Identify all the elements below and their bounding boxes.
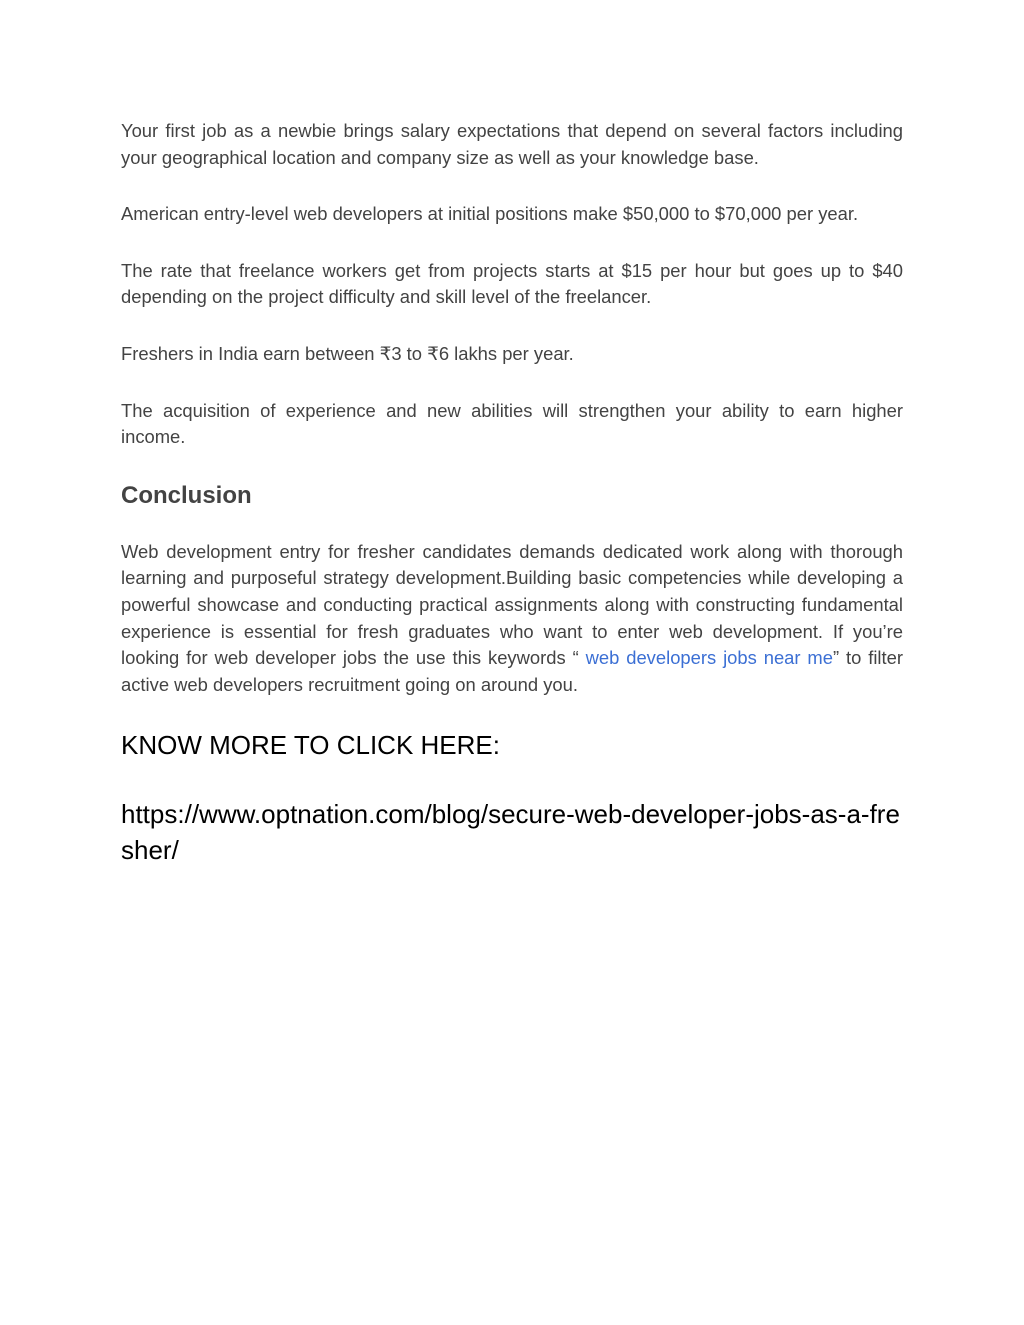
document-page xyxy=(121,118,903,868)
paragraph-salary-factors: Your first job as a newbie brings salary expectations that depend on several factors including your geographical location and company size as well as your knowledge base. xyxy=(121,120,903,168)
paragraph-freelance-rate: The rate that freelance workers get from projects starts at $15 per hour but goes up to $40 depending on the project difficulty and skill level of the freelancer. xyxy=(121,259,903,308)
paragraph-us-salary: American entry-level web developers at initial positions make $50,000 to $70,000 per year. xyxy=(121,203,859,225)
know-more-cta: KNOW MORE TO CLICK HERE: xyxy=(121,730,500,761)
paragraph-india-salary: Freshers in India earn between ₹3 to ₹6 lakhs per year. xyxy=(121,342,574,364)
article-url[interactable]: https://www.optnation.com/blog/secure-web-developer-jobs-as-a-fresher/ xyxy=(121,799,900,866)
conclusion-heading: Conclusion xyxy=(121,481,252,509)
paragraph-experience: The acquisition of experience and new abilities will strengthen your ability to earn higher income. xyxy=(121,399,903,448)
web-developers-jobs-link[interactable]: web developers jobs near me xyxy=(585,647,833,669)
conclusion-paragraph xyxy=(121,539,903,699)
conclusion-text-before-link: Web development entry for fresher candidates demands dedicated work along with thorough learning and purposeful strategy development.Building basic competencies while developing a powerful showcase and conducting practical assignments along with constructing fundamental experience is essential for fresh graduates who want to enter web development. If you’re looking for web developer jobs the use this keywords “ xyxy=(121,540,903,669)
conclusion-text-after-link: ” to filter active web developers recruitment going on around you. xyxy=(121,647,903,695)
